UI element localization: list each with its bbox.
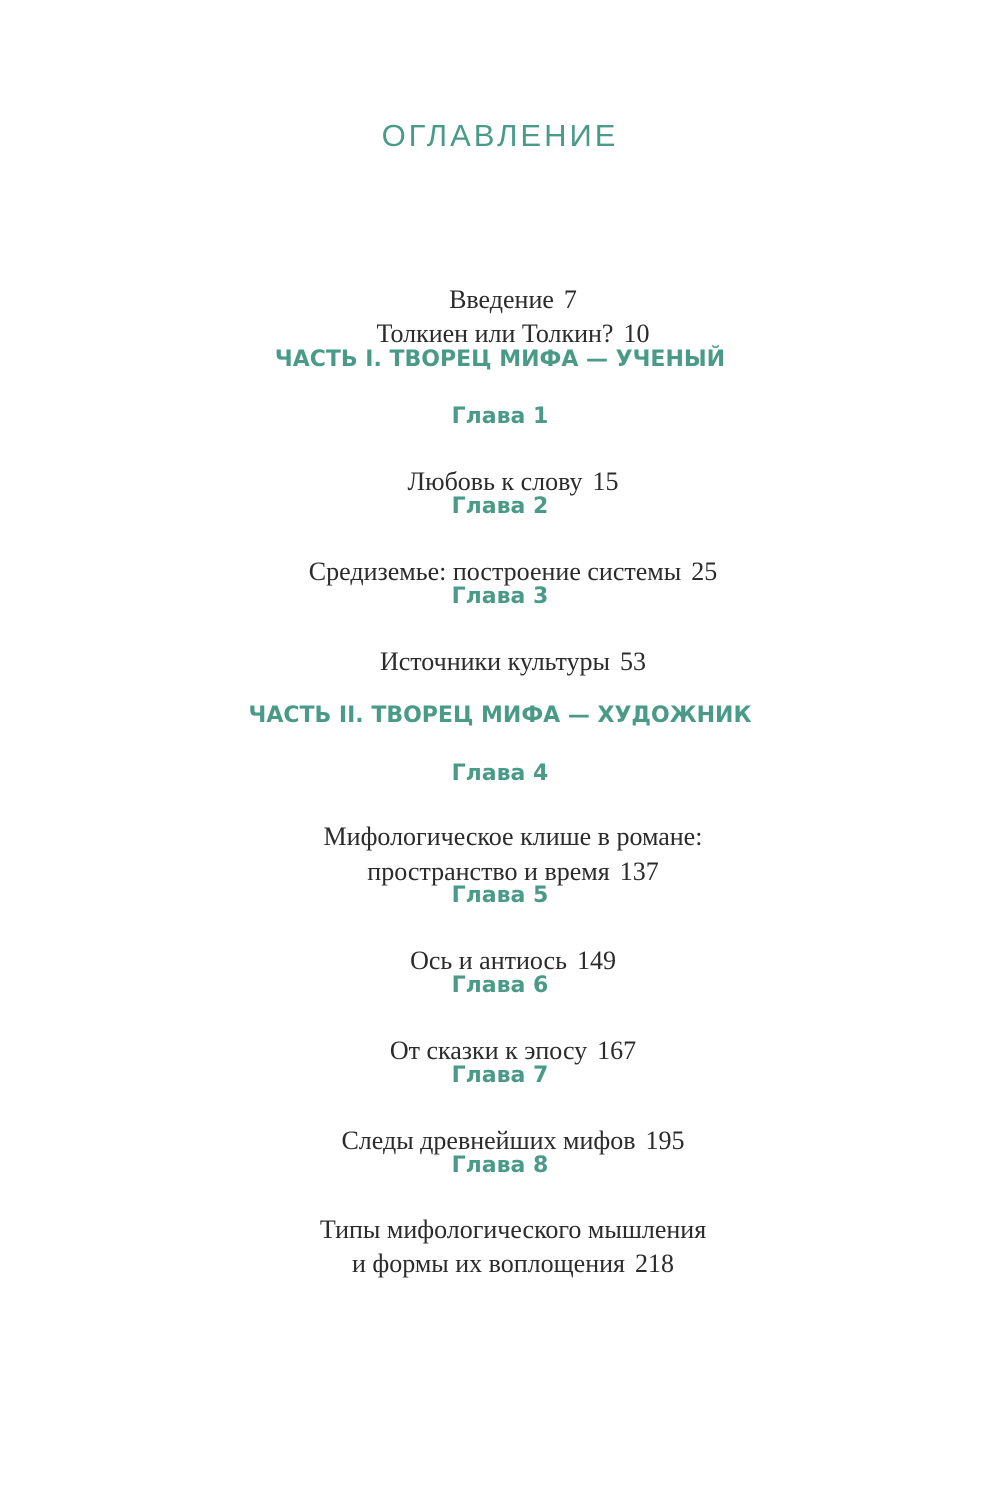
page-number: 7 <box>563 285 577 314</box>
entry-text: Источники культуры <box>379 647 611 676</box>
page-number: 167 <box>597 1036 637 1065</box>
entry-text: и формы их воплощения <box>351 1249 626 1278</box>
chapter-4-label: Глава 4 <box>451 761 549 786</box>
entry-text: От сказки к эпосу <box>389 1036 588 1065</box>
part-2-title: ЧАСТЬ II. ТВОРЕЦ МИФА — ХУДОЖНИК <box>248 703 752 728</box>
page-number: 218 <box>635 1249 675 1278</box>
page-number: 10 <box>623 319 650 348</box>
page-number: 195 <box>645 1126 685 1155</box>
page-number: 53 <box>620 647 647 676</box>
entry-text: Введение <box>449 285 554 314</box>
entry-text: Ось и антиось <box>410 946 567 975</box>
entry-text: Типы мифологического мышления <box>319 1215 707 1244</box>
chapter-1-label: Глава 1 <box>451 404 549 429</box>
entry-text: пространство и время <box>367 857 610 886</box>
entry-text: Мифологическое клише в романе: <box>323 822 703 851</box>
entry-text: Толкиен или Толкин? <box>376 319 614 348</box>
chapter-8-label: Глава 8 <box>451 1153 549 1178</box>
page-number: 15 <box>592 467 619 496</box>
toc-entry-chapter-8-line-2[interactable] <box>0 1219 1000 1309</box>
chapter-5-label: Глава 5 <box>451 883 549 908</box>
chapter-6-label: Глава 6 <box>451 973 549 998</box>
entry-text: Средиземье: построение системы <box>308 557 682 586</box>
chapter-3-label: Глава 3 <box>451 584 549 609</box>
entry-text: Любовь к слову <box>407 467 583 496</box>
chapter-2-label: Глава 2 <box>451 494 549 519</box>
page-number: 25 <box>691 557 718 586</box>
page-number: 137 <box>619 857 659 886</box>
chapter-7-label: Глава 7 <box>451 1063 549 1088</box>
page-number: 149 <box>576 946 616 975</box>
entry-text: Следы древнейших мифов <box>341 1126 636 1155</box>
part-1-title: ЧАСТЬ I. ТВОРЕЦ МИФА — УЧЕНЫЙ <box>274 347 726 372</box>
toc-title: ОГЛАВЛЕНИЕ <box>381 118 619 153</box>
toc-entry-chapter-3[interactable] <box>0 617 1000 707</box>
